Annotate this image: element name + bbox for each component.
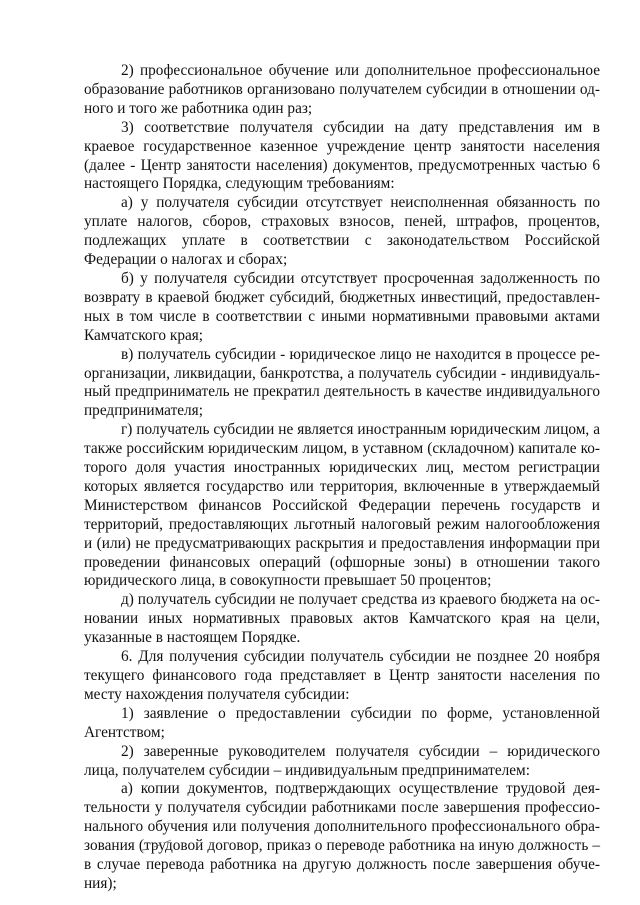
paragraph-item-2: 2) профессиональное обучение или дополнительное профессиональное образование работников организовано получателем субсидии в отношении одного и того же работника один раз; bbox=[84, 62, 600, 117]
paragraph-subitem-d: д) получатель субсидии не получает средства из краевого бюджета на основании иных нормативных правовых актов Камчатского края на цели, указанные в настоящем Порядке. bbox=[84, 591, 600, 647]
paragraph-item-3: 3) соответствие получателя субсидии на дату представления им в краевое государственное казенное учреждение центр занятости населения (далее - Центр занятости населения) документов, предусмотренных частью 6 настоящего Порядка, следующим требованиям: bbox=[84, 118, 600, 193]
paragraph-subitem-v: в) получатель субсидии - юридическое лицо не находится в процессе реорганизации, ликвидации, банкротства, а получатель субсидии - индивидуальный предприниматель не прекратил деятельность в качестве индивидуального предпринимателя; bbox=[84, 345, 600, 420]
paragraph-subitem-a: а) у получателя субсидии отсутствует неисполненная обязанность по уплате налогов, сборов, страховых взносов, пеней, штрафов, процентов, подлежащих уплате в соответствии с законодательством Российской Федерации о налогах и сборах; bbox=[84, 194, 600, 269]
paragraph-section-6: 6. Для получения субсидии получатель субсидии не позднее 20 ноября текущего финансового года представляет в Центр занятости населения по месту нахождения получателя субсидии: bbox=[84, 648, 600, 703]
document-page bbox=[84, 62, 600, 894]
paragraph-subitem-g: г) получатель субсидии не является иностранным юридическим лицом, а также российским юридическим лицом, в уставном (складочном) капитале которого доля участия иностранных юридических лиц, местом регистрации которых является государство или территория, включенные в утверждаемый Министерством финансов Российской Федерации перечень государств и территорий, предоставляющих льготный налоговый режим налогообложения и (или) не предусматривающих раскрытия и предоставления информации при проведении финансовых операций (офшорные зоны) в отношении такого юридического лица, в совокупности превышает 50 процентов; bbox=[84, 421, 600, 590]
paragraph-subitem-b: б) у получателя субсидии отсутствует просроченная задолженность по возврату в краевой бюджет субсидий, бюджетных инвестиций, предоставленных в том числе в соответствии с иными нормативными правовыми актами Камчатского края; bbox=[84, 269, 600, 344]
scan-artifact-mark bbox=[140, 838, 180, 852]
paragraph-item-1-application: 1) заявление о предоставлении субсидии по форме, установленной Агентством; bbox=[84, 704, 600, 741]
paragraph-subitem-a-copies: а) копии документов, подтверждающих осуществление трудовой деятельности у получателя субсидии работниками после завершения профессионального обучения или получения дополнительного профессионального образования (трудовой договор, приказ о переводе работника на иную должность – в случае перевода работника на другую должность после завершения обучения); bbox=[84, 780, 600, 892]
paragraph-item-2-certified: 2) заверенные руководителем получателя субсидии – юридического лица, получателем субсидии – индивидуальным предпринимателем: bbox=[84, 742, 600, 779]
